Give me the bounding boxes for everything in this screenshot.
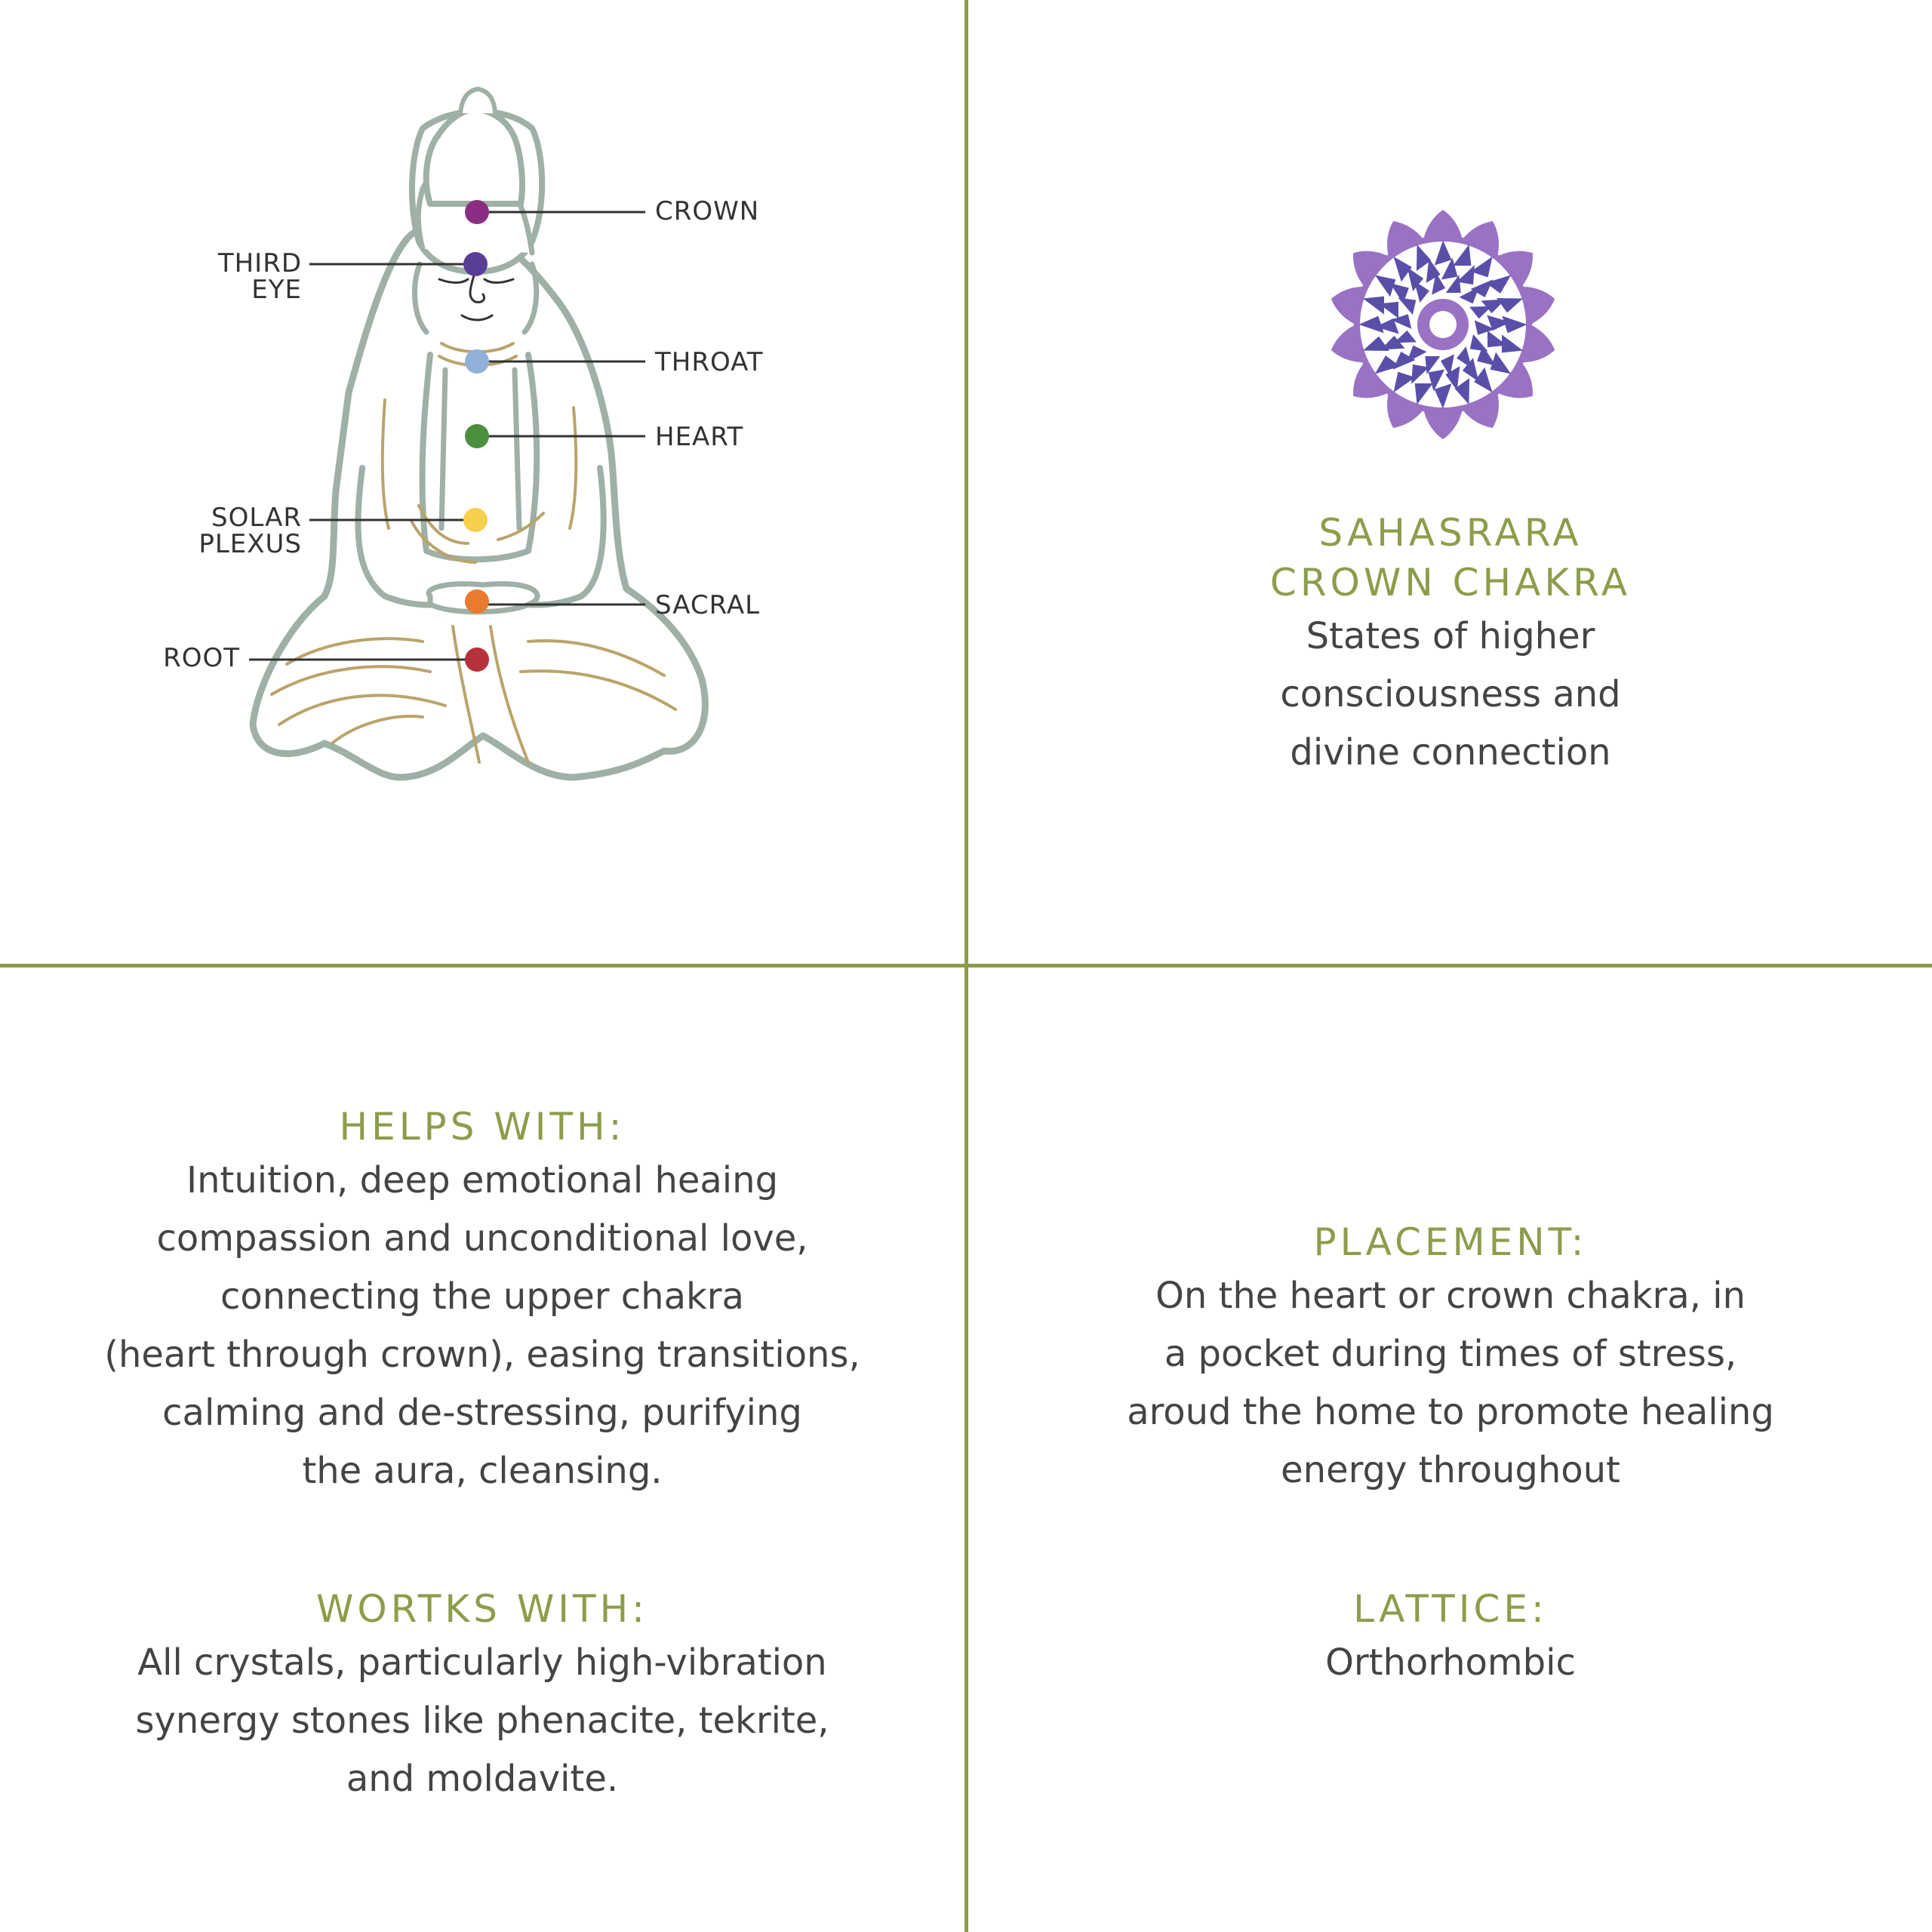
helps-with-section (0, 1102, 964, 1500)
label-crown: CROWN (655, 196, 760, 226)
works-with-section (0, 1584, 964, 1808)
lattice-section (968, 1584, 1932, 1692)
placement-lattice-panel (968, 968, 1932, 1932)
chakra-dot-root (465, 648, 489, 672)
crown-chakra-title-block (968, 508, 1932, 782)
chakra-dot-solar-plexus (463, 508, 488, 532)
chakra-diagram-panel (0, 0, 964, 964)
label-sacral: SACRAL (655, 590, 761, 620)
label-throat: THROAT (655, 347, 764, 377)
placement-section (968, 1217, 1932, 1500)
lattice-text: Orthorhombic (1325, 1641, 1576, 1684)
label-root: ROOT (163, 643, 240, 673)
lotus-center-hole (1429, 311, 1457, 338)
crown-chakra-heading-line1: SAHASRARA (1318, 511, 1583, 555)
crown-chakra-symbol-icon (1322, 204, 1564, 445)
crown-chakra-description: States of higher consciousness and divine connection (1280, 615, 1621, 774)
label-third-eye-line1: THIRD (217, 248, 302, 278)
helps-with-heading: HELPS WITH: (339, 1105, 626, 1149)
label-third-eye-line2: EYE (251, 275, 302, 305)
chakra-points (463, 200, 489, 672)
placement-text: On the heart or crown chakra, in a pocket during times of stress, aroud the home to promote healing energy throughout (1127, 1275, 1774, 1491)
chakra-diagram (0, 0, 964, 964)
chakra-dot-sacral (465, 589, 489, 614)
chakra-dot-heart (465, 424, 489, 448)
works-with-text: All crystals, particularly high-vibration synergy stones like phenacite, tekrite, and moldavite. (135, 1641, 829, 1800)
chakra-dot-crown (465, 200, 489, 224)
crown-chakra-heading-line2: CROWN CHAKRA (1269, 561, 1632, 605)
chakra-dot-throat (465, 349, 489, 374)
chakra-dot-third-eye (463, 252, 488, 276)
placement-heading: PLACEMENT: (1313, 1220, 1588, 1264)
crown-chakra-panel (968, 0, 1932, 964)
helps-with-text: Intuition, deep emotional heaing compassion and unconditional love, connecting the upper chakra (heart through crown), easing transitions, calming and de-stressing, purifying the aura, cleansing. (104, 1159, 860, 1492)
label-heart: HEART (655, 422, 744, 452)
label-solar-plexus-line2: PLEXUS (198, 529, 302, 559)
label-solar-plexus-line1: SOLAR (211, 503, 302, 533)
helps-works-panel (0, 968, 964, 1932)
lattice-heading: LATTICE: (1353, 1587, 1548, 1631)
works-with-heading: WORTKS WITH: (315, 1587, 649, 1631)
